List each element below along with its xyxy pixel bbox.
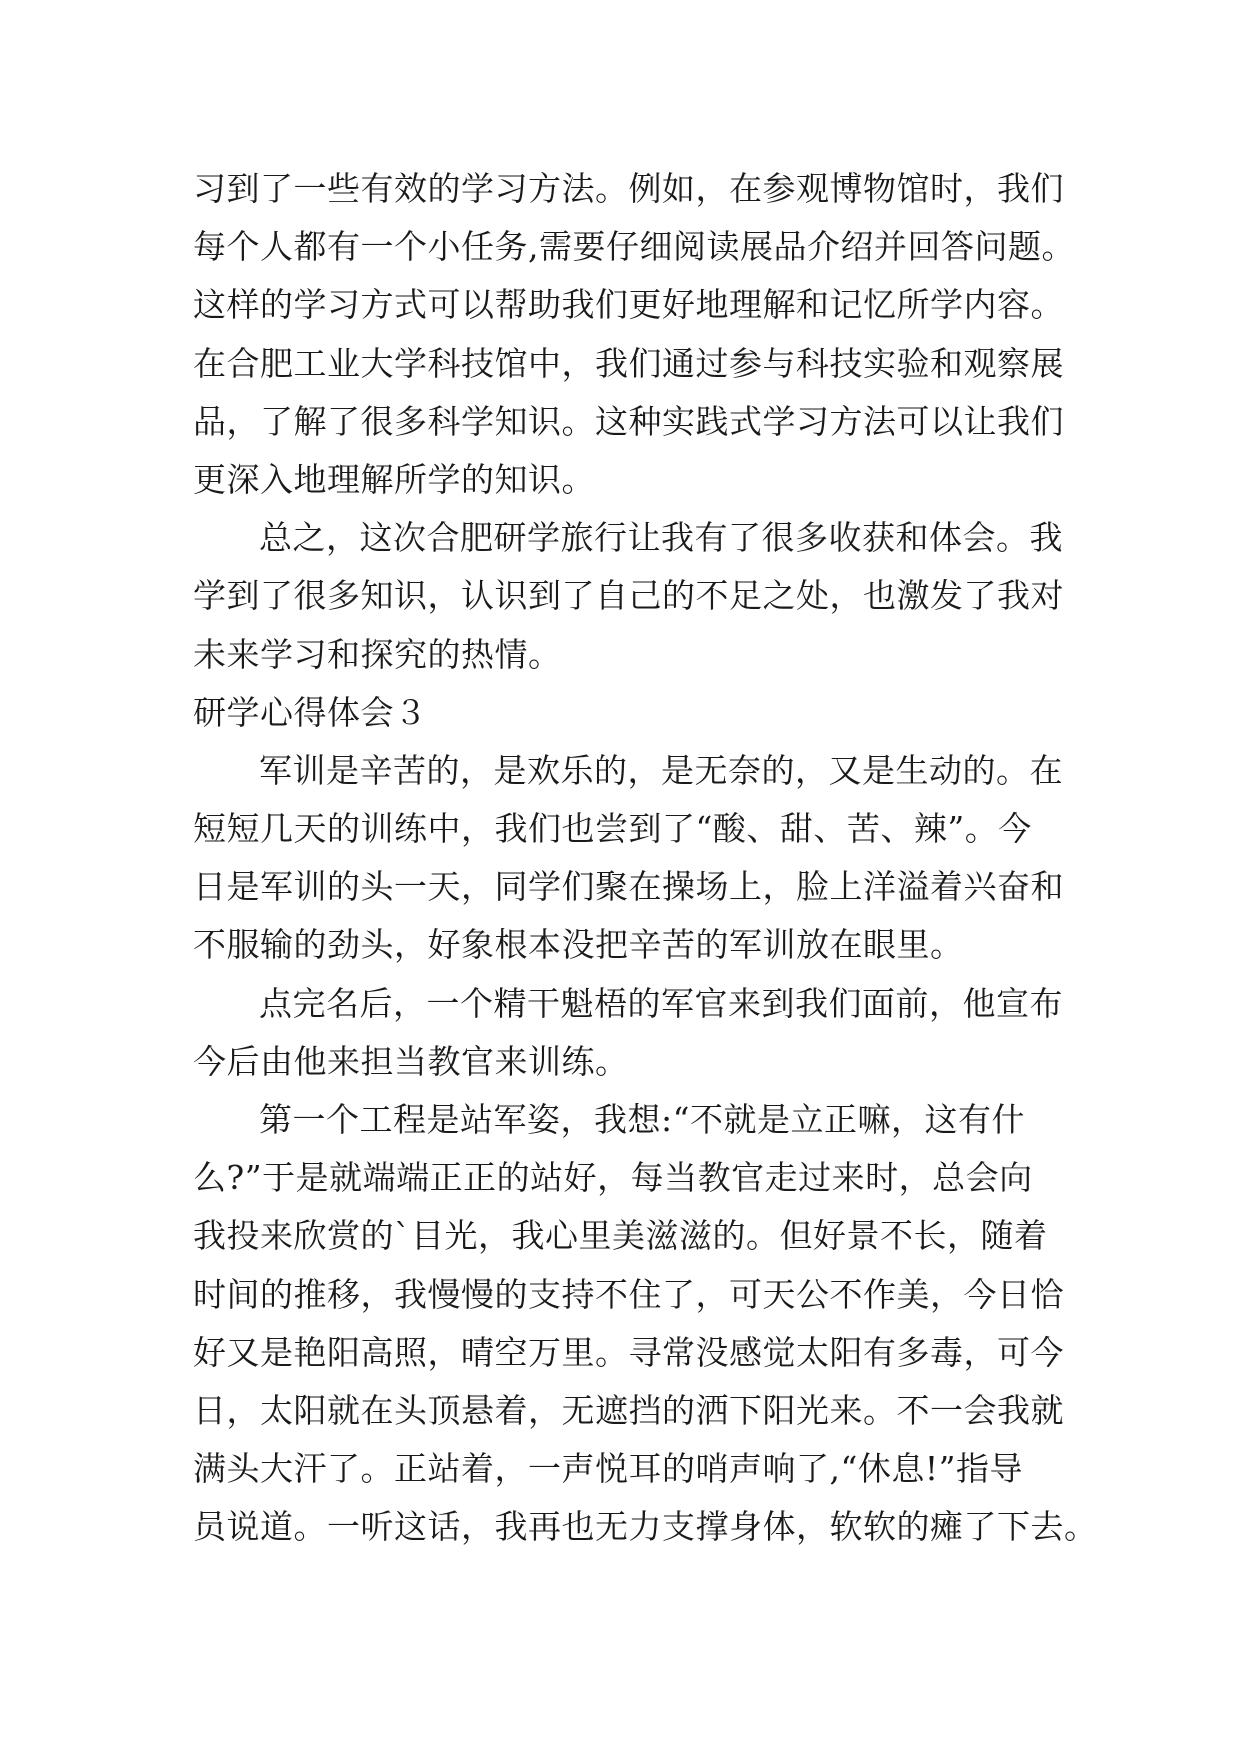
text-line: 这样的学习方式可以帮助我们更好地理解和记忆所学内容。 <box>193 285 1064 325</box>
paragraph-first-line: 总之，这次合肥研学旅行让我有了很多收获和体会。我 <box>259 518 1063 558</box>
text-line: 满头大汗了。正站着，一声悦耳的哨声响了,“休息!”指导 <box>193 1449 1023 1489</box>
text-line: 时间的推移，我慢慢的支持不住了，可天公不作美，今日恰 <box>193 1274 1064 1314</box>
text-line: 短短几天的训练中，我们也尝到了“酸、甜、苦、辣”。今 <box>193 809 1032 849</box>
text-line: 今后由他来担当教官来训练。 <box>193 1041 629 1081</box>
text-line: 在合肥工业大学科技馆中，我们通过参与科技实验和观察展 <box>193 343 1064 383</box>
text-line: 日，太阳就在头顶悬着，无遮挡的洒下阳光来。不一会我就 <box>193 1390 1064 1430</box>
text-line: 不服输的劲头，好象根本没把辛苦的军训放在眼里。 <box>193 925 964 965</box>
text-line: 日是军训的头一天，同学们聚在操场上，脸上洋溢着兴奋和 <box>193 867 1064 907</box>
text-line: 品，了解了很多科学知识。这种实践式学习方法可以让我们 <box>193 401 1064 441</box>
text-line: 我投来欣赏的`目光，我心里美滋滋的。但好景不长，随着 <box>193 1216 1048 1256</box>
section-heading: 研学心得体会３ <box>193 692 428 732</box>
paragraph-first-line: 军训是辛苦的，是欢乐的，是无奈的，又是生动的。在 <box>259 750 1063 790</box>
paragraph-first-line: 点完名后，一个精干魁梧的军官来到我们面前，他宣布 <box>259 983 1063 1023</box>
text-line: 好又是艳阳高照，晴空万里。寻常没感觉太阳有多毒，可今 <box>193 1332 1064 1372</box>
text-line: 更深入地理解所学的知识。 <box>193 459 595 499</box>
text-line: 么?”于是就端端正正的站好，每当教官走过来时，总会向 <box>193 1158 1033 1198</box>
paragraph-first-line: 第一个工程是站军姿，我想:“不就是立正嘛，这有什 <box>259 1100 1025 1139</box>
document-page <box>193 160 1098 1600</box>
text-line: 习到了一些有效的学习方法。例如，在参观博物馆时，我们 <box>193 169 1064 208</box>
text-line: 学到了很多知识，认识到了自己的不足之处，也激发了我对 <box>193 576 1064 616</box>
text-line: 员说道。一听这话，我再也无力支撑身体，软软的瘫了下去。 <box>193 1507 1098 1547</box>
text-line: 每个人都有一个小任务,需要仔细阅读展品介绍并回答问题。 <box>193 227 1075 267</box>
text-line: 未来学习和探究的热情。 <box>193 634 562 674</box>
